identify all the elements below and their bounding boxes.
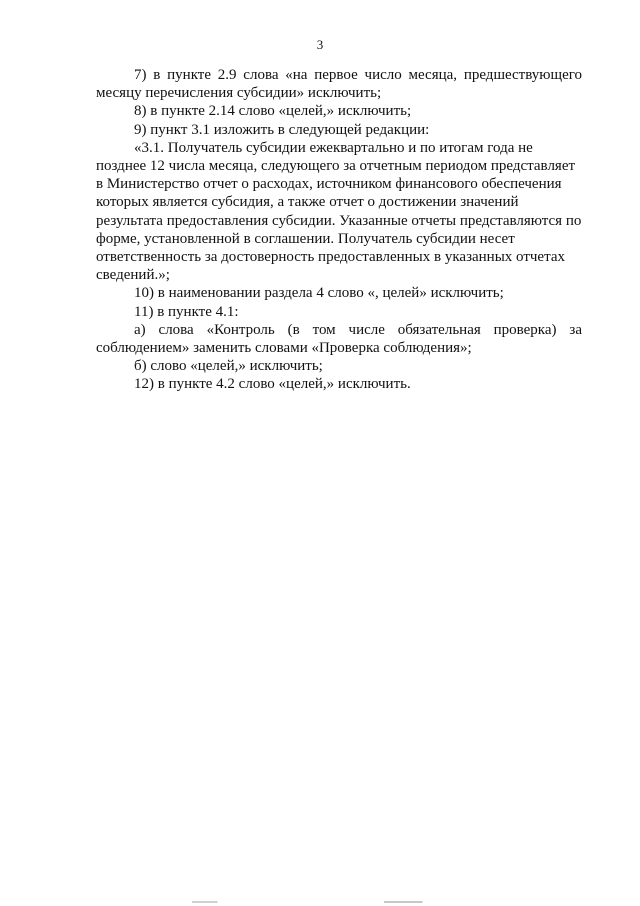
paragraph-item-7: 7) в пункте 2.9 слова «на первое число месяца, предшествующего месяцу перечисления субсидии» исключить; [96, 67, 582, 102]
paragraph-item-11: 11) в пункте 4.1: [134, 303, 239, 320]
paragraph-item-9: 9) пункт 3.1 изложить в следующей редакции: [134, 121, 430, 138]
paragraph-item-11-b: б) слово «целей,» исключить; [134, 358, 323, 375]
document-body [96, 66, 582, 394]
paragraph-item-8: 8) в пункте 2.14 слово «целей,» исключить; [134, 103, 412, 120]
page-number: 3 [316, 37, 324, 52]
paragraph-new-3-1: «3.1. Получатель субсидии ежеквартально и по итогам года не позднее 12 числа месяца, следующего за отчетным периодом представляет в Министерство отчет о расходах, источником финансового обеспечения которых является субсидия, а также отчет о достижении значений результата предоставления субсидии. Указанные отчеты представляются по форме, установленной в соглашении. Получатель субсидии несет ответственность за достоверность предоставленных в указанных отчетах сведений.»; [96, 139, 582, 284]
paragraph-item-11-a: а) слова «Контроль (в том числе обязательная проверка) за соблюдением» заменить словами «Проверка соблюдения»; [96, 321, 582, 357]
scan-bottom-edge [0, 901, 640, 903]
paragraph-item-10: 10) в наименовании раздела 4 слово «, целей» исключить; [134, 285, 504, 302]
paragraph-item-12: 12) в пункте 4.2 слово «целей,» исключить. [134, 376, 411, 393]
